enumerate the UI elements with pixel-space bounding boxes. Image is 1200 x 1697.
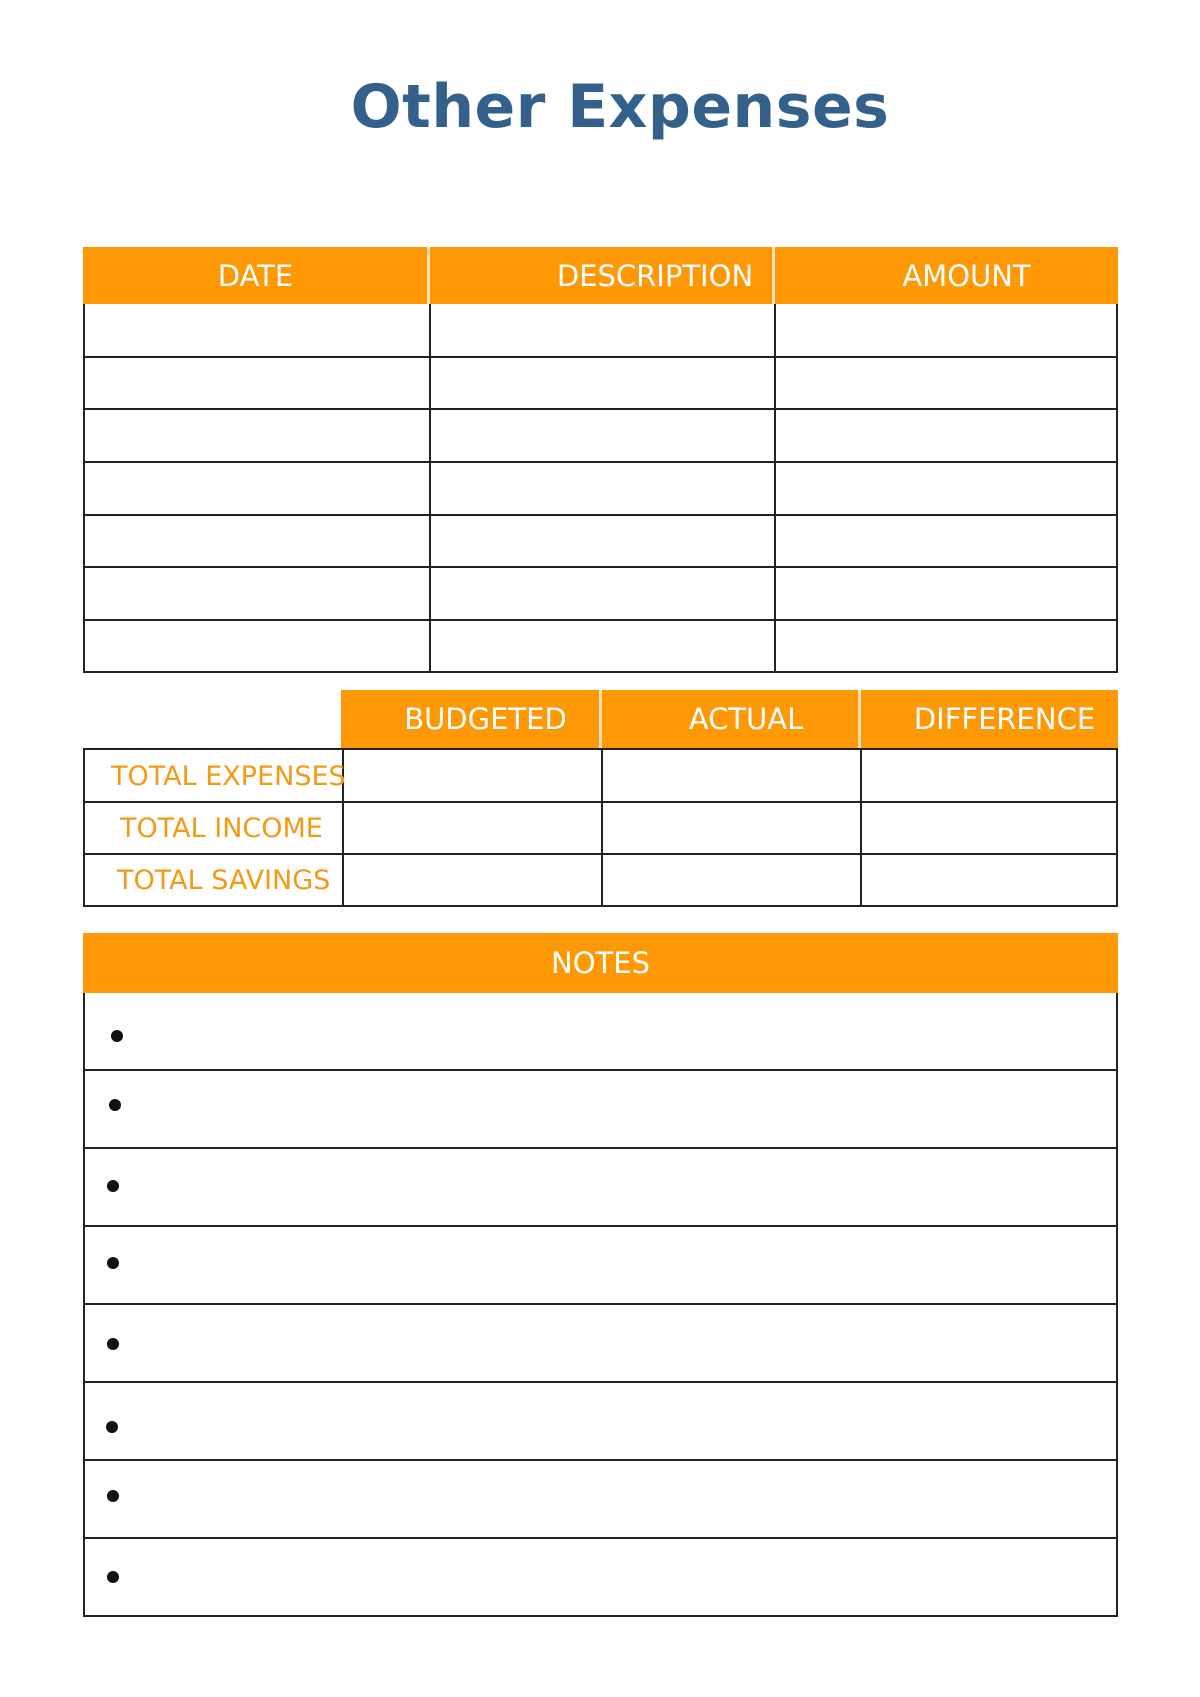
header-budgeted: BUDGETED <box>404 702 567 736</box>
expenses-header <box>83 247 1118 304</box>
row-divider <box>85 408 1116 410</box>
row-divider <box>85 356 1116 358</box>
bullet-icon <box>107 1571 119 1583</box>
header-difference: DIFFERENCE <box>913 702 1096 736</box>
bullet-icon <box>106 1421 118 1433</box>
row-divider <box>85 801 1116 803</box>
bullet-icon <box>107 1338 119 1350</box>
row-divider <box>85 514 1116 516</box>
header-description: DESCRIPTION <box>556 258 754 293</box>
header-actual: ACTUAL <box>688 702 804 736</box>
note-line <box>85 1381 1116 1383</box>
note-line <box>85 1069 1116 1071</box>
notes-title: NOTES <box>551 946 650 980</box>
header-amount: AMOUNT <box>902 258 1031 293</box>
column-divider <box>860 748 862 907</box>
column-divider <box>429 304 431 671</box>
notes-header <box>83 933 1118 993</box>
note-line <box>85 1537 1116 1539</box>
note-line <box>85 1459 1116 1461</box>
notes-list <box>83 993 1118 1617</box>
column-divider <box>601 748 603 907</box>
column-divider <box>774 304 776 671</box>
row-divider <box>85 461 1116 463</box>
label-total-expenses: TOTAL EXPENSES <box>111 761 346 792</box>
bullet-icon <box>111 1030 123 1042</box>
row-divider <box>85 566 1116 568</box>
bullet-icon <box>107 1490 119 1502</box>
row-divider <box>85 853 1116 855</box>
note-line <box>85 1303 1116 1305</box>
note-line <box>85 1225 1116 1227</box>
bullet-icon <box>109 1099 121 1111</box>
label-total-savings: TOTAL SAVINGS <box>117 865 331 896</box>
bullet-icon <box>107 1257 119 1269</box>
expenses-table <box>83 304 1118 673</box>
note-line <box>85 1147 1116 1149</box>
row-divider <box>85 619 1116 621</box>
header-date: DATE <box>217 258 294 293</box>
page-title: Other Expenses <box>350 72 890 142</box>
bullet-icon <box>107 1180 119 1192</box>
label-total-income: TOTAL INCOME <box>120 813 323 844</box>
summary-header <box>341 690 1118 748</box>
